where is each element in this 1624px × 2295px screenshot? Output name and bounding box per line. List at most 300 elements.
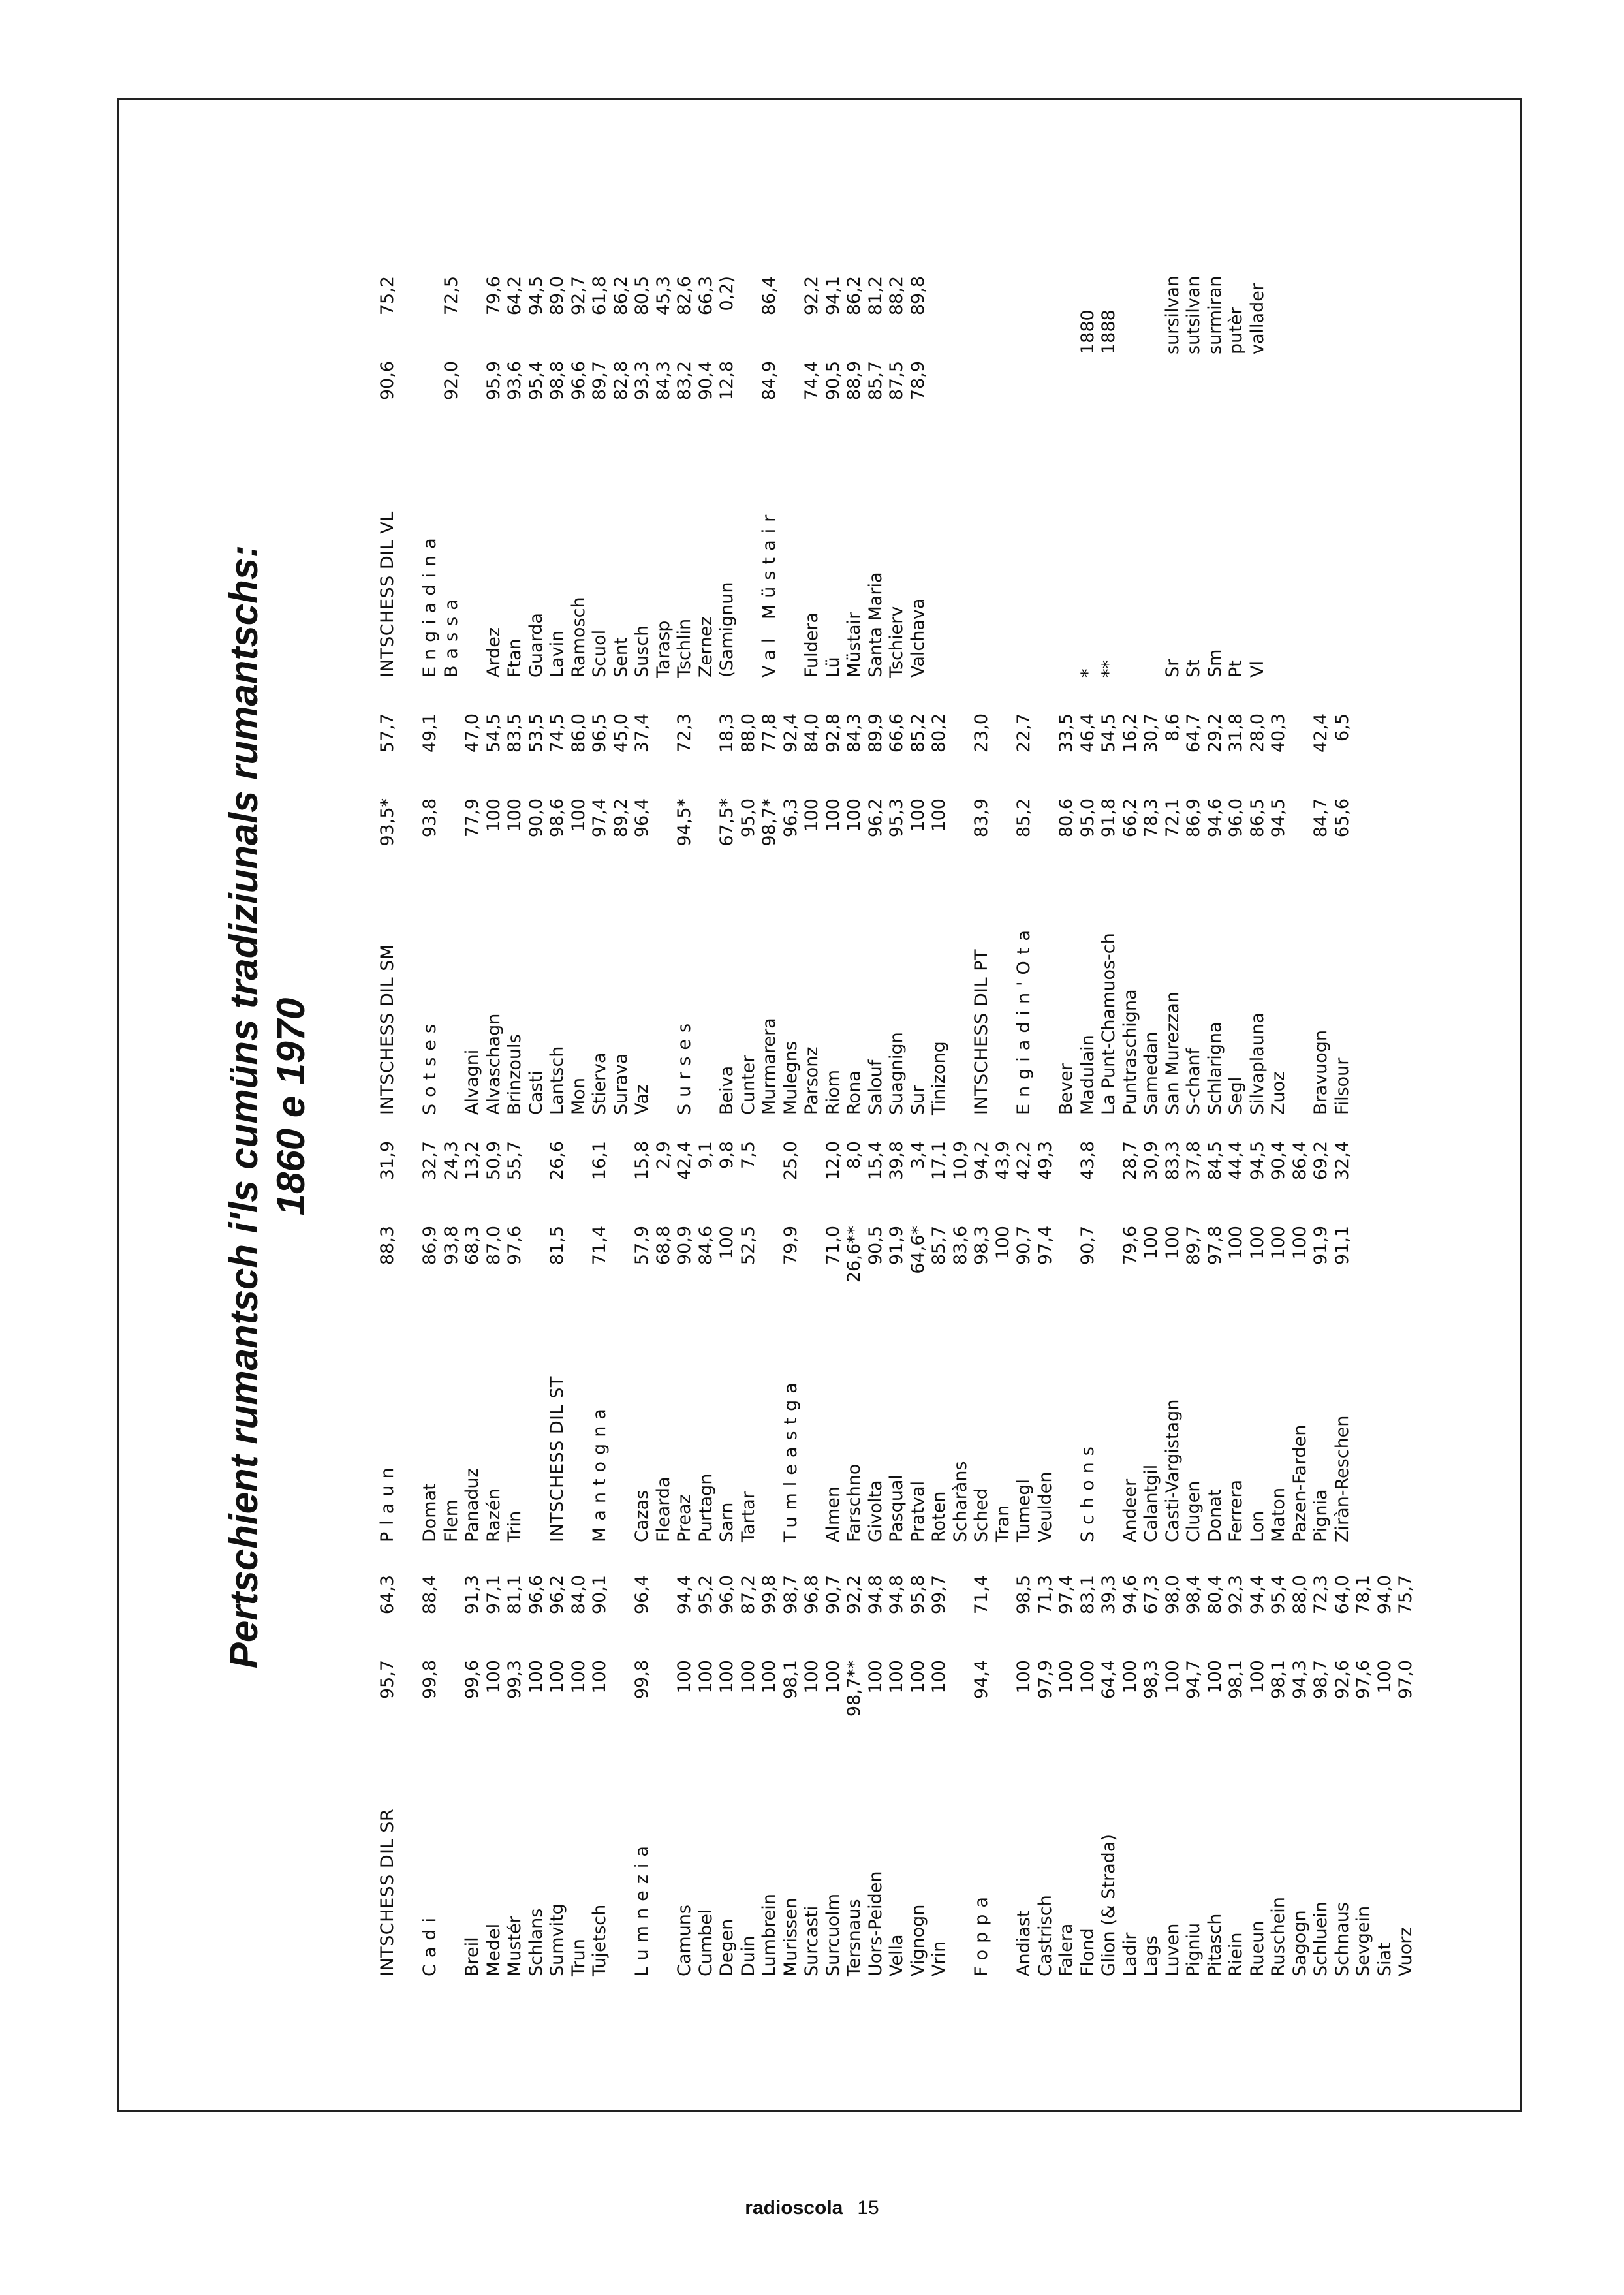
municipality-row	[674, 1509, 696, 1976]
municipality-row	[908, 1075, 929, 1542]
place-name: INTSCHESS DIL SM	[377, 944, 398, 1115]
percent-1860: 98,7**	[844, 1660, 864, 1717]
percent-1860: 71,4	[589, 1226, 610, 1266]
place-name: Tschlin	[674, 618, 695, 678]
municipality-row	[441, 1075, 463, 1542]
percent-1970: 82,6	[674, 276, 695, 316]
place-name: Ardez	[483, 627, 504, 678]
place-name: Mantogna	[589, 1402, 610, 1542]
percent-1970: 96,0	[717, 1575, 737, 1615]
municipality-row	[717, 210, 738, 678]
place-name: Alvaschagn	[483, 1013, 504, 1115]
place-name: Murmarera	[759, 1018, 779, 1115]
place-name: Stierva	[589, 1052, 610, 1115]
percent-1860: 100	[1056, 1660, 1076, 1694]
place-name: Vuorz	[1396, 1927, 1416, 1976]
place-name: Schlans	[525, 1908, 546, 1976]
municipality-row	[866, 210, 887, 678]
percent-1970: 47,0	[462, 713, 482, 753]
percent-1860: 93,8	[441, 1226, 461, 1266]
percent-1970: 24,3	[441, 1141, 461, 1181]
municipality-row	[547, 210, 569, 678]
municipality-row	[1078, 648, 1099, 1115]
municipality-row	[1141, 1075, 1163, 1542]
percent-1860: 68,3	[462, 1226, 482, 1266]
municipality-row	[1226, 1075, 1247, 1542]
percent-1970: 39,3	[1099, 1575, 1119, 1615]
place-name: Murissen	[780, 1897, 801, 1976]
municipality-row	[802, 210, 823, 678]
place-name: Glion (& Strada)	[1099, 1834, 1119, 1976]
place-name: Farschno	[844, 1463, 864, 1542]
place-name: Santa Maria	[865, 572, 886, 678]
place-name: Lü	[822, 657, 843, 678]
place-name: Ziràn-Reschen	[1332, 1415, 1352, 1542]
percent-1970: 67,3	[1141, 1575, 1161, 1615]
municipality-row	[844, 1509, 866, 1976]
table-column-1	[377, 1509, 1417, 1976]
percent-1860: 100	[802, 1660, 822, 1694]
place-name: Sumvitg	[547, 1903, 567, 1976]
region-row	[781, 1075, 802, 1542]
percent-1970: 95,4	[1268, 1575, 1288, 1615]
legend-key: Sm	[1204, 649, 1225, 678]
place-name: Almen	[822, 1486, 843, 1542]
percent-1970: 37,8	[1183, 1141, 1204, 1181]
row-spacer	[653, 648, 675, 1115]
percent-1860: 86,5	[1247, 798, 1268, 838]
row-spacer	[950, 648, 972, 1115]
percent-1860: 100	[1268, 1226, 1288, 1260]
row-spacer	[738, 210, 760, 678]
percent-1860: 100	[886, 1660, 907, 1694]
percent-1860: 93,6	[505, 361, 525, 401]
percent-1860: 95,3	[886, 798, 907, 838]
place-name: Casti	[525, 1070, 546, 1115]
percent-1970: 88,4	[420, 1575, 440, 1615]
municipality-row	[993, 1075, 1014, 1542]
place-name: Rueun	[1247, 1920, 1268, 1976]
percent-1860: 84,9	[759, 361, 779, 401]
percent-1970: 71,3	[1035, 1575, 1055, 1615]
municipality-row	[1056, 1509, 1078, 1976]
municipality-row	[759, 648, 781, 1115]
percent-1860: 100	[717, 1226, 737, 1260]
municipality-row	[589, 1509, 611, 1976]
place-name: Susch	[632, 625, 652, 678]
percent-1860: 98,7	[1311, 1660, 1331, 1700]
row-spacer	[462, 210, 484, 678]
place-name: Breil	[462, 1937, 482, 1976]
percent-1970: 91,3	[462, 1575, 482, 1615]
percent-1860: 94,5	[1268, 798, 1288, 838]
percent-1860: 90,5	[865, 1226, 886, 1266]
percent-1860: 90,6	[377, 361, 398, 401]
percent-1860: 84,3	[653, 361, 674, 401]
percent-1860: 98,1	[780, 1660, 801, 1700]
percent-1860: 84,6	[695, 1226, 716, 1266]
percent-1970: 99,7	[929, 1575, 949, 1615]
place-name: Sarn	[717, 1502, 737, 1542]
place-name: Tran	[992, 1505, 1013, 1542]
percent-1860: 97,4	[1035, 1226, 1055, 1266]
place-name: Rona	[844, 1070, 864, 1115]
percent-1860: 86,9	[1183, 798, 1204, 838]
percent-1970: 84,0	[568, 1575, 589, 1615]
percent-1970: 92,7	[568, 276, 589, 316]
municipality-row	[1268, 1509, 1290, 1976]
percent-1860: 100	[929, 798, 949, 832]
place-name: Sagogn	[1289, 1910, 1310, 1976]
percent-1860: 100	[1119, 1660, 1140, 1694]
percent-1970: 45,3	[653, 276, 674, 316]
municipality-row	[1226, 1509, 1247, 1976]
percent-1970: 92,2	[802, 276, 822, 316]
row-spacer	[781, 210, 802, 678]
row-spacer	[526, 1075, 548, 1542]
legend-row	[1163, 210, 1184, 678]
place-name: Roten	[929, 1491, 949, 1542]
place-name: Cumbel	[695, 1909, 716, 1976]
percent-1860: 100	[1141, 1226, 1161, 1260]
percent-1970: 88,2	[886, 276, 907, 316]
percent-1860: 81,5	[547, 1226, 567, 1266]
municipality-row	[866, 648, 887, 1115]
place-name: Ftan	[505, 638, 525, 678]
municipality-row	[1014, 1509, 1035, 1976]
percent-1860: 94,5*	[674, 798, 695, 847]
municipality-row	[674, 1075, 696, 1542]
percent-1860: 100	[589, 1660, 610, 1694]
percent-1860: 100	[483, 1660, 504, 1694]
percent-1860: 68,8	[653, 1226, 674, 1266]
row-spacer	[1099, 1075, 1120, 1542]
place-name: Ferrera	[1226, 1479, 1246, 1542]
percent-1970: 90,7	[822, 1575, 843, 1615]
place-name: Madulain	[1077, 1035, 1098, 1115]
percent-1860: 64,6*	[907, 1226, 928, 1274]
municipality-row	[844, 210, 866, 678]
percent-1860: 85,7	[929, 1226, 949, 1266]
municipality-row	[950, 1075, 972, 1542]
municipality-row	[759, 1509, 781, 1976]
percent-1970: 72,3	[674, 713, 695, 753]
percent-1860: 89,7	[589, 361, 610, 401]
percent-1970: 85,2	[907, 713, 928, 753]
percent-1860: 85,7	[865, 361, 886, 401]
percent-1970: 86,2	[844, 276, 864, 316]
municipality-row	[589, 210, 611, 678]
place-name: (Samignun	[717, 582, 737, 678]
percent-1970: 81,2	[865, 276, 886, 316]
municipality-row	[781, 648, 802, 1115]
municipality-row	[823, 648, 845, 1115]
percent-1970: 64,7	[1183, 713, 1204, 753]
municipality-row	[886, 210, 908, 678]
row-spacer	[1056, 1075, 1078, 1542]
row-spacer	[929, 210, 950, 678]
page-frame	[117, 98, 1522, 2112]
municipality-row	[569, 210, 590, 678]
place-name: Sched	[971, 1488, 992, 1542]
place-name: Degen	[717, 1918, 737, 1976]
legend-key: **	[1099, 660, 1119, 678]
place-name: Pitasch	[1204, 1913, 1225, 1976]
percent-1970: 54,5	[483, 713, 504, 753]
percent-1970: 46,4	[1077, 713, 1098, 753]
place-name: Valchava	[907, 598, 928, 678]
percent-1860: 100	[907, 798, 928, 832]
municipality-row	[844, 648, 866, 1115]
municipality-row	[1205, 1075, 1226, 1542]
legend-row	[1226, 210, 1247, 678]
percent-1860: 100	[759, 1660, 779, 1694]
percent-1860: 91,8	[1099, 798, 1119, 838]
percent-1970: 25,0	[780, 1141, 801, 1181]
percent-1970: 94,6	[1119, 1575, 1140, 1615]
municipality-row	[1247, 648, 1269, 1115]
place-name: Tersnaus	[844, 1899, 864, 1976]
percent-1970: 98,0	[1162, 1575, 1183, 1615]
percent-1860: 95,0	[1077, 798, 1098, 838]
percent-1970: 80,2	[929, 713, 949, 753]
municipality-row	[1035, 1075, 1057, 1542]
percent-1860: 83,6	[950, 1226, 971, 1266]
percent-1970: 53,5	[525, 713, 546, 753]
percent-1970: 94,0	[1374, 1575, 1395, 1615]
region-row	[759, 210, 781, 678]
municipality-row	[781, 1509, 802, 1976]
percent-1970: 42,4	[1311, 713, 1331, 753]
percent-1970: 90,4	[1268, 1141, 1288, 1181]
percent-1860: 88,3	[377, 1226, 398, 1266]
percent-1970: 99,8	[759, 1575, 779, 1615]
percent-1860: 100	[1226, 1226, 1246, 1260]
municipality-row	[1120, 648, 1142, 1115]
percent-1860: 80,6	[1056, 798, 1076, 838]
place-name: Siat	[1374, 1943, 1395, 1976]
percent-1970: 69,2	[1311, 1141, 1331, 1181]
percent-1970: 75,2	[377, 276, 398, 316]
percent-1860: 87,5	[886, 361, 907, 401]
percent-1860: 99,6	[462, 1660, 482, 1700]
percent-1860: 92,0	[441, 361, 461, 401]
percent-1970: 28,7	[1119, 1141, 1140, 1181]
percent-1860: 100	[802, 798, 822, 832]
municipality-row	[1120, 1075, 1142, 1542]
percent-1970: 97,1	[483, 1575, 504, 1615]
place-name: Preaz	[674, 1494, 695, 1542]
percent-1860: 96,0	[1226, 798, 1246, 838]
place-name: Sevgein	[1353, 1905, 1373, 1976]
place-name: Bever	[1056, 1063, 1076, 1115]
percent-1860: 90,5	[822, 361, 843, 401]
percent-1860: 79,6	[1119, 1226, 1140, 1266]
percent-1970: 84,0	[802, 713, 822, 753]
page-title	[221, 100, 315, 2112]
percent-1970: 7,5	[738, 1141, 758, 1169]
percent-1970: 92,3	[1226, 1575, 1246, 1615]
municipality-row	[1247, 1509, 1269, 1976]
municipality-row	[1226, 648, 1247, 1115]
place-name: Trin	[505, 1510, 525, 1542]
percent-1970: 89,8	[907, 276, 928, 316]
percent-1970: 88,0	[738, 713, 758, 753]
municipality-row	[1290, 1509, 1311, 1976]
place-name: Pigniu	[1183, 1922, 1204, 1976]
municipality-row	[632, 648, 653, 1115]
percent-1860: 97,9	[1035, 1660, 1055, 1700]
page-number: 15	[857, 2197, 879, 2219]
percent-1970: 81,1	[505, 1575, 525, 1615]
percent-1860: 100	[907, 1660, 928, 1694]
legend-key: Pt	[1226, 660, 1246, 678]
percent-1860: 94,3	[1289, 1660, 1310, 1700]
municipality-row	[1268, 1075, 1290, 1542]
percent-1860: 83,9	[971, 798, 992, 838]
percent-1970: 55,7	[505, 1141, 525, 1181]
legend-key: St	[1183, 659, 1204, 678]
municipality-row	[971, 1075, 993, 1542]
row-spacer	[950, 1509, 972, 1976]
municipality-row	[1332, 1509, 1354, 1976]
place-name: Flearda	[653, 1476, 674, 1542]
percent-1970: 90,1	[589, 1575, 610, 1615]
place-name: Sent	[610, 637, 631, 678]
municipality-row	[738, 1509, 760, 1976]
percent-1970: 94,4	[674, 1575, 695, 1615]
municipality-row	[823, 1075, 845, 1542]
percent-1860: 89,2	[610, 798, 631, 838]
percent-1860: 93,3	[632, 361, 652, 401]
percent-1860: 100	[1014, 1660, 1034, 1694]
row-spacer	[569, 1075, 590, 1542]
percent-1970: 10,9	[950, 1141, 971, 1181]
percent-1970: 72,5	[441, 276, 461, 316]
municipality-row	[1396, 1509, 1417, 1976]
place-name: Casti-Vargistagn	[1162, 1399, 1183, 1542]
municipality-row	[1183, 1075, 1205, 1542]
municipality-row	[632, 210, 653, 678]
place-name: Pignia	[1311, 1489, 1331, 1542]
row-spacer	[1014, 210, 1035, 678]
place-name: Vignogn	[907, 1904, 928, 1976]
place-name: Tujetsch	[589, 1904, 610, 1976]
title-line-1: Pertschient rumantsch i'ls cumüns tradiziunals rumantschs:	[222, 544, 266, 1669]
municipality-row	[526, 648, 548, 1115]
place-name: Flem	[441, 1499, 461, 1542]
place-name: Schnaus	[1332, 1902, 1352, 1976]
percent-1860: 83,2	[674, 361, 695, 401]
place-name: Ladir	[1119, 1932, 1140, 1976]
place-name: Mulegns	[780, 1041, 801, 1115]
percent-1860: 87,0	[483, 1226, 504, 1266]
municipality-row	[1056, 648, 1078, 1115]
percent-1860: 98,1	[1268, 1660, 1288, 1700]
municipality-row	[526, 210, 548, 678]
percent-1970: 33,5	[1056, 713, 1076, 753]
percent-1860: 98,8	[547, 361, 567, 401]
percent-1970: 0,2)	[717, 276, 737, 311]
municipality-row	[505, 1509, 526, 1976]
place-name: Tschierv	[886, 606, 907, 678]
municipality-row	[844, 1075, 866, 1542]
percent-1970: 96,5	[589, 713, 610, 753]
municipality-row	[1141, 1509, 1163, 1976]
municipality-row	[1183, 648, 1205, 1115]
place-name: Riein	[1226, 1932, 1246, 1976]
percent-1970: 61,8	[589, 276, 610, 316]
place-name: San Murezzan	[1162, 991, 1183, 1115]
percent-1860: 90,7	[1014, 1226, 1034, 1266]
place-name: Pazen-Farden	[1289, 1424, 1310, 1542]
percent-1860: 100	[844, 798, 864, 832]
place-name: Silvaplauna	[1247, 1012, 1268, 1115]
rotated-content	[119, 100, 1522, 2112]
percent-1970: 96,4	[632, 1575, 652, 1615]
place-name: Guarda	[525, 613, 546, 678]
place-name: INTSCHESS DIL VL	[377, 511, 398, 678]
percent-1970: 95,8	[907, 1575, 928, 1615]
percent-1860: 98,6	[547, 798, 567, 838]
row-spacer	[1120, 210, 1142, 678]
percent-1970: 57,7	[377, 713, 398, 753]
municipality-row	[1332, 648, 1354, 1115]
percent-1970: 29,2	[1204, 713, 1225, 753]
percent-1860: 100	[822, 1660, 843, 1694]
row-spacer	[399, 210, 420, 678]
place-name: Pasqual	[886, 1475, 907, 1542]
district-header-row	[971, 648, 993, 1115]
percent-1860: 88,9	[844, 361, 864, 401]
percent-1970: 64,3	[377, 1575, 398, 1615]
percent-1860: 92,6	[1332, 1660, 1352, 1700]
percent-1860: 52,5	[738, 1226, 758, 1266]
percent-1860: 100	[1162, 1660, 1183, 1694]
municipality-row	[866, 1509, 887, 1976]
percent-1970: 96,8	[802, 1575, 822, 1615]
percent-1860: 98,1	[1226, 1660, 1246, 1700]
percent-1860: 96,2	[865, 798, 886, 838]
row-spacer	[1290, 648, 1311, 1115]
place-name: Panaduz	[462, 1468, 482, 1542]
municipality-row	[484, 648, 505, 1115]
row-spacer	[993, 648, 1014, 1115]
percent-1970: 3,4	[907, 1141, 928, 1169]
municipality-row	[505, 648, 526, 1115]
place-name: Andeer	[1119, 1478, 1140, 1542]
percent-1970: 43,9	[992, 1141, 1013, 1181]
place-name: Flond	[1077, 1928, 1098, 1976]
municipality-row	[653, 210, 675, 678]
legend-value: sursilvan	[1162, 275, 1183, 354]
percent-1970: 97,4	[1056, 1575, 1076, 1615]
place-name: Tartar	[738, 1491, 758, 1542]
percent-1970: 98,4	[1183, 1575, 1204, 1615]
place-name: Val Müstair	[759, 508, 779, 678]
place-name: Müstair	[844, 612, 864, 678]
percent-1860: 91,9	[1311, 1226, 1331, 1266]
percent-1860: 65,6	[1332, 798, 1352, 838]
percent-1970: 6,5	[1332, 713, 1352, 742]
municipality-row	[1163, 1509, 1184, 1976]
percent-1860: 97,4	[589, 798, 610, 838]
place-name: Riom	[822, 1069, 843, 1115]
percent-1860: 97,6	[1353, 1660, 1373, 1700]
percent-1970: 96,2	[547, 1575, 567, 1615]
municipality-row	[717, 1509, 738, 1976]
municipality-row	[484, 1509, 505, 1976]
